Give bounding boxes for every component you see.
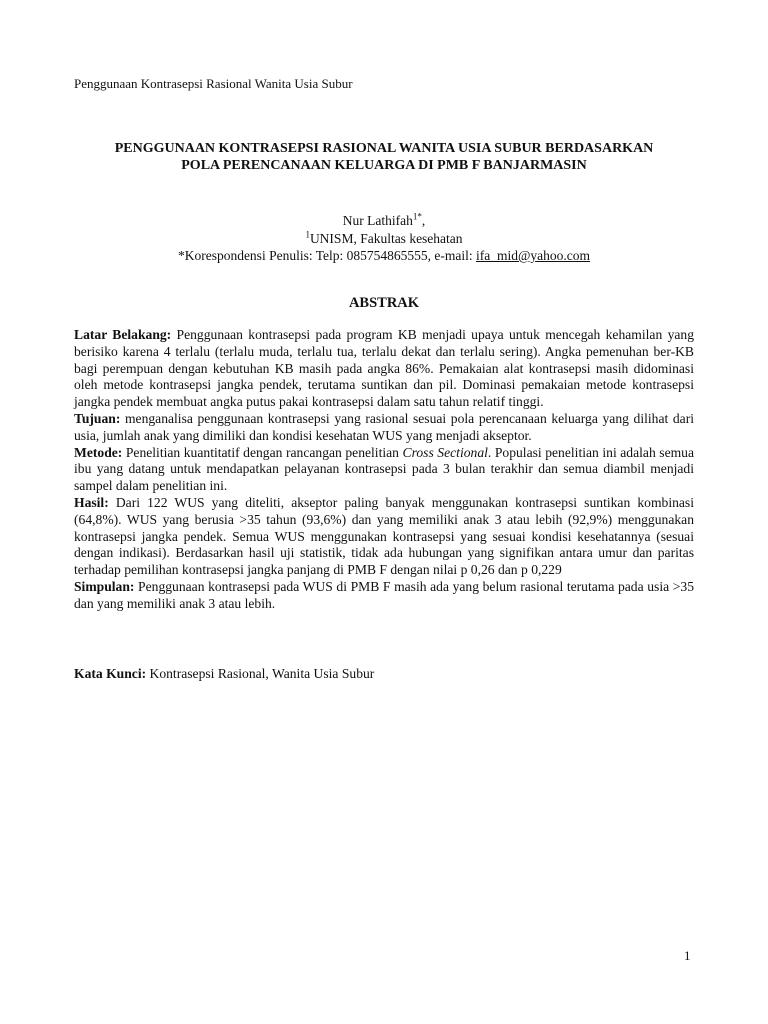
keywords bbox=[74, 666, 694, 683]
method-italic: Cross Sectional bbox=[402, 444, 488, 460]
running-head: Penggunaan Kontrasepsi Rasional Wanita Usia Subur bbox=[74, 76, 353, 91]
email-link[interactable]: ifa_mid@yahoo.com bbox=[475, 248, 591, 263]
correspondence-line bbox=[74, 247, 694, 265]
background-label: Latar Belakang: bbox=[74, 327, 172, 342]
paper-title-line-1: PENGGUNAAN KONTRASEPSI RASIONAL WANITA USIA SUBUR BERDASARKAN bbox=[114, 141, 654, 156]
author-line bbox=[74, 212, 694, 230]
method-text-2: . Populasi penelitian ini adalah semua ibu yang datang untuk mendapatkan pelayanan kontrasepsi pada 3 bulan terakhir dan semua diambil menjadi sampel dalam penelitian ini. bbox=[74, 444, 695, 494]
affiliation: UNISM, Fakultas kesehatan bbox=[309, 230, 463, 246]
author-superscript: 1* bbox=[412, 211, 422, 222]
abstract-background bbox=[74, 327, 694, 411]
result-label: Hasil: bbox=[74, 494, 109, 510]
conclusion-label: Simpulan: bbox=[74, 578, 135, 594]
paper-title-line-2: POLA PERENCANAAN KELUARGA DI PMB F BANJARMASIN bbox=[181, 158, 587, 173]
background-text: Penggunaan kontrasepsi pada program KB menjadi upaya untuk mencegah kehamilan yang berisiko karena 4 terlalu (terlalu muda, terlalu tua, terlalu dekat dan terlalu sering). Angka pemenuhan ber-KB bagi perempuan dengan kebutuhan KB masih pada angka 86%. Pemakaian alat kontrasepsi masih didominasi oleh metode kontrasepsi jangka pendek, terutama suntikan dan pil. Dominasi pemakaian metode kontrasepsi jangka pendek membuat angka putus pakai kontrasepsi dalam satu tahun relatif tinggi. bbox=[74, 327, 694, 410]
author-name-suffix: , bbox=[421, 213, 426, 228]
abstract-aim bbox=[74, 411, 694, 445]
aim-label: Tujuan: bbox=[74, 410, 121, 426]
author-block bbox=[74, 212, 694, 265]
result-text: Dari 122 WUS yang diteliti, akseptor paling banyak menggunakan kontrasepsi suntikan kombinasi (64,8%). WUS yang berusia >35 tahun (93,6%) dan yang memiliki anak 3 atau lebih (92,9%) menggunakan kontrasepsi jangka pendek. Semua WUS menggunakan kontrasepsi yang sesuai kondisi kesehatannya (sesuai dengan indikasi). Berdasarkan hasil uji statistik, tidak ada hubungan yang signifikan antara umur dan paritas terhadap pemilihan kontrasepsi jangka panjang di PMB F dengan nilai p 0,26 dan p 0,229 bbox=[74, 494, 694, 578]
method-label: Metode: bbox=[74, 444, 123, 460]
abstract-heading: ABSTRAK bbox=[348, 295, 420, 311]
affiliation-superscript: 1 bbox=[305, 229, 310, 239]
method-text-1: Penelitian kuantitatif dengan rancangan penelitian bbox=[122, 444, 403, 460]
page-number: 1 bbox=[684, 948, 691, 963]
keywords-text: Kontrasepsi Rasional, Wanita Usia Subur bbox=[146, 666, 375, 681]
abstract-body bbox=[74, 327, 694, 613]
affiliation-line bbox=[74, 230, 694, 248]
correspondence-text: *Korespondensi Penulis: Telp: 085754865555, e-mail: bbox=[177, 248, 476, 263]
aim-text: menganalisa penggunaan kontrasepsi yang rasional sesuai pola perencanaan keluarga yang dilihat dari usia, jumlah anak yang dimiliki dan kondisi kesehatan WUS yang menjadi akseptor. bbox=[74, 410, 694, 443]
keywords-label: Kata Kunci: bbox=[74, 666, 147, 681]
abstract-conclusion bbox=[74, 579, 694, 613]
author-name: Nur Lathifah bbox=[342, 213, 413, 228]
paper-title bbox=[74, 140, 694, 174]
abstract-method bbox=[74, 445, 694, 495]
conclusion-text: Penggunaan kontrasepsi pada WUS di PMB F masih ada yang belum rasional terutama pada usia >35 dan yang memiliki anak 3 atau lebih. bbox=[74, 578, 694, 611]
abstract-result bbox=[74, 495, 694, 579]
